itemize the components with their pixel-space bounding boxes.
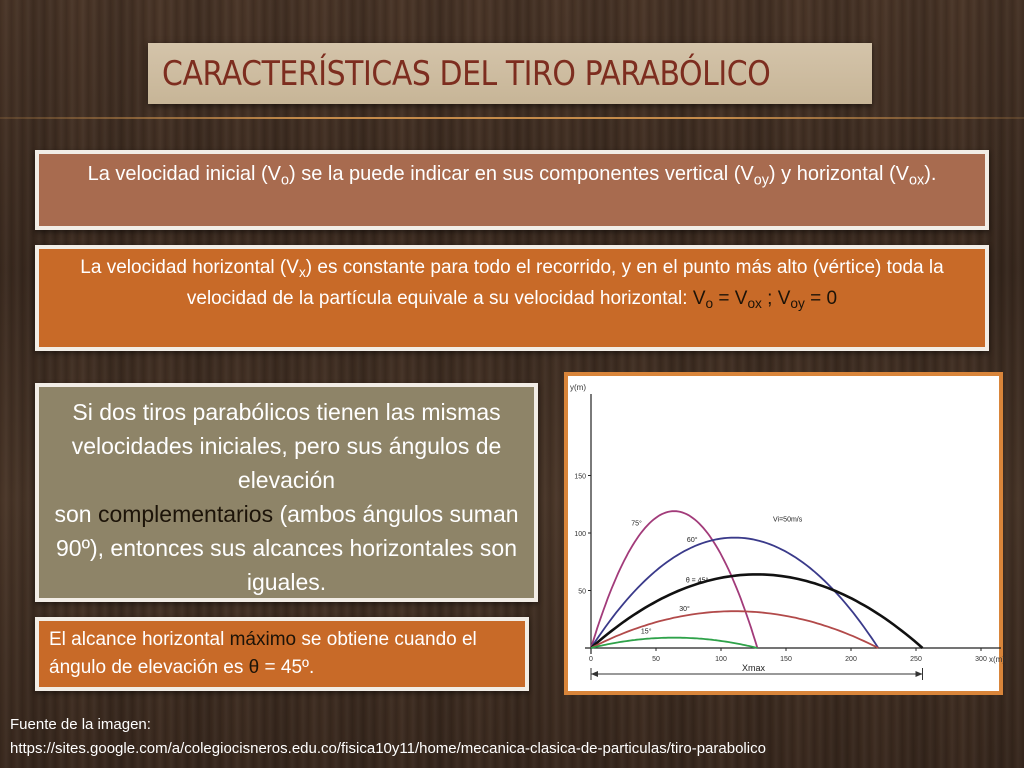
maximo-term: máximo [229,629,297,650]
box3-text-1: Si dos tiros parabólicos tienen las mismas velocidades iniciales, pero sus ángulos de elevación [71,399,502,493]
image-source [10,713,766,761]
box2-sub-4: ox [747,296,762,312]
box2-text-1: La velocidad horizontal (V [80,257,299,278]
theta-symbol: θ [248,657,260,678]
trajectory-chart-frame [564,372,1003,695]
x-tick-label: 150 [780,656,792,663]
x-axis-label: x(m) [989,655,1005,664]
box2-sub-5: oy [790,296,805,312]
max-range-box [35,617,529,691]
trajectory-1 [591,538,878,648]
velocity-annotation: Vi=50m/s [773,516,803,524]
complementary-angles-box [35,383,538,602]
box4-text-1: El alcance horizontal [49,629,230,650]
box1-text-1: La velocidad inicial (V [87,163,282,185]
x-tick-label: 250 [910,656,922,663]
box1-text-2: ) se la puede indicar en sus componentes vertical (V [289,163,754,185]
box3-text-3: (ambos ángulos suman 90º), entonces sus alcances horizontales son iguales. [56,501,519,595]
box4-text-2: se obtiene cuando el ángulo de elevación es [49,629,477,678]
trajectory-label-3: 30° [679,606,690,614]
box2-text-3: V [692,288,706,309]
box1-sub-2: oy [753,172,769,189]
x-tick-label: 0 [589,656,593,663]
box2-sub-3: o [705,296,714,312]
x-tick-label: 200 [845,656,857,663]
box2-text-2: ) es constante para todo el recorrido, y en el punto más alto (vértice) toda la velocidad de la partícula equivale a su velocidad horizontal: [186,257,944,309]
x-tick-label: 50 [652,656,660,663]
source-label: Fuente de la imagen: [10,716,151,733]
trajectory-label-4: 15° [640,628,652,636]
range-label: Xmax [741,663,766,673]
box2-text-4: = V [713,288,748,309]
complementarios-term: complementarios [97,501,274,527]
box2-text-5: ; V [761,288,791,309]
range-arrow-head-left [591,671,598,677]
box3-text-2: son [54,501,98,527]
box4-text-3: = 45º. [259,657,315,678]
trajectory-label-0: 75° [631,520,642,528]
y-tick-label: 150 [574,473,586,481]
box1-sub-3: ox [908,172,925,189]
title-divider [0,117,1024,119]
x-tick-label: 100 [715,656,727,663]
trajectory-label-2: θ = 45° [685,577,709,585]
initial-velocity-box [35,150,989,230]
box2-text-6: = 0 [804,288,838,309]
box1-text-3: ) y horizontal (V [768,163,909,185]
horizontal-velocity-box [35,245,989,351]
source-url: https://sites.google.com/a/colegiocisneros.edu.co/fisica10y11/home/mecanica-clasica-de-particulas/tiro-parabolico [10,740,766,757]
page-title: CARACTERÍSTICAS DEL TIRO PARABÓLICO [162,53,771,94]
box1-text-4: ). [924,163,937,185]
trajectory-label-1: 60° [686,536,698,544]
x-tick-label: 300 [975,656,987,663]
box2-sub-1: x [298,265,306,281]
y-tick-label: 100 [574,531,586,538]
y-axis-label: y(m) [570,383,586,392]
box1-sub-1: o [281,172,290,189]
trajectory-4 [591,638,757,648]
velocity-equation [692,288,838,312]
range-arrow-head-right [916,671,923,677]
y-tick-label: 50 [578,588,586,596]
trajectory-chart [568,376,1005,691]
title-banner [148,43,872,104]
